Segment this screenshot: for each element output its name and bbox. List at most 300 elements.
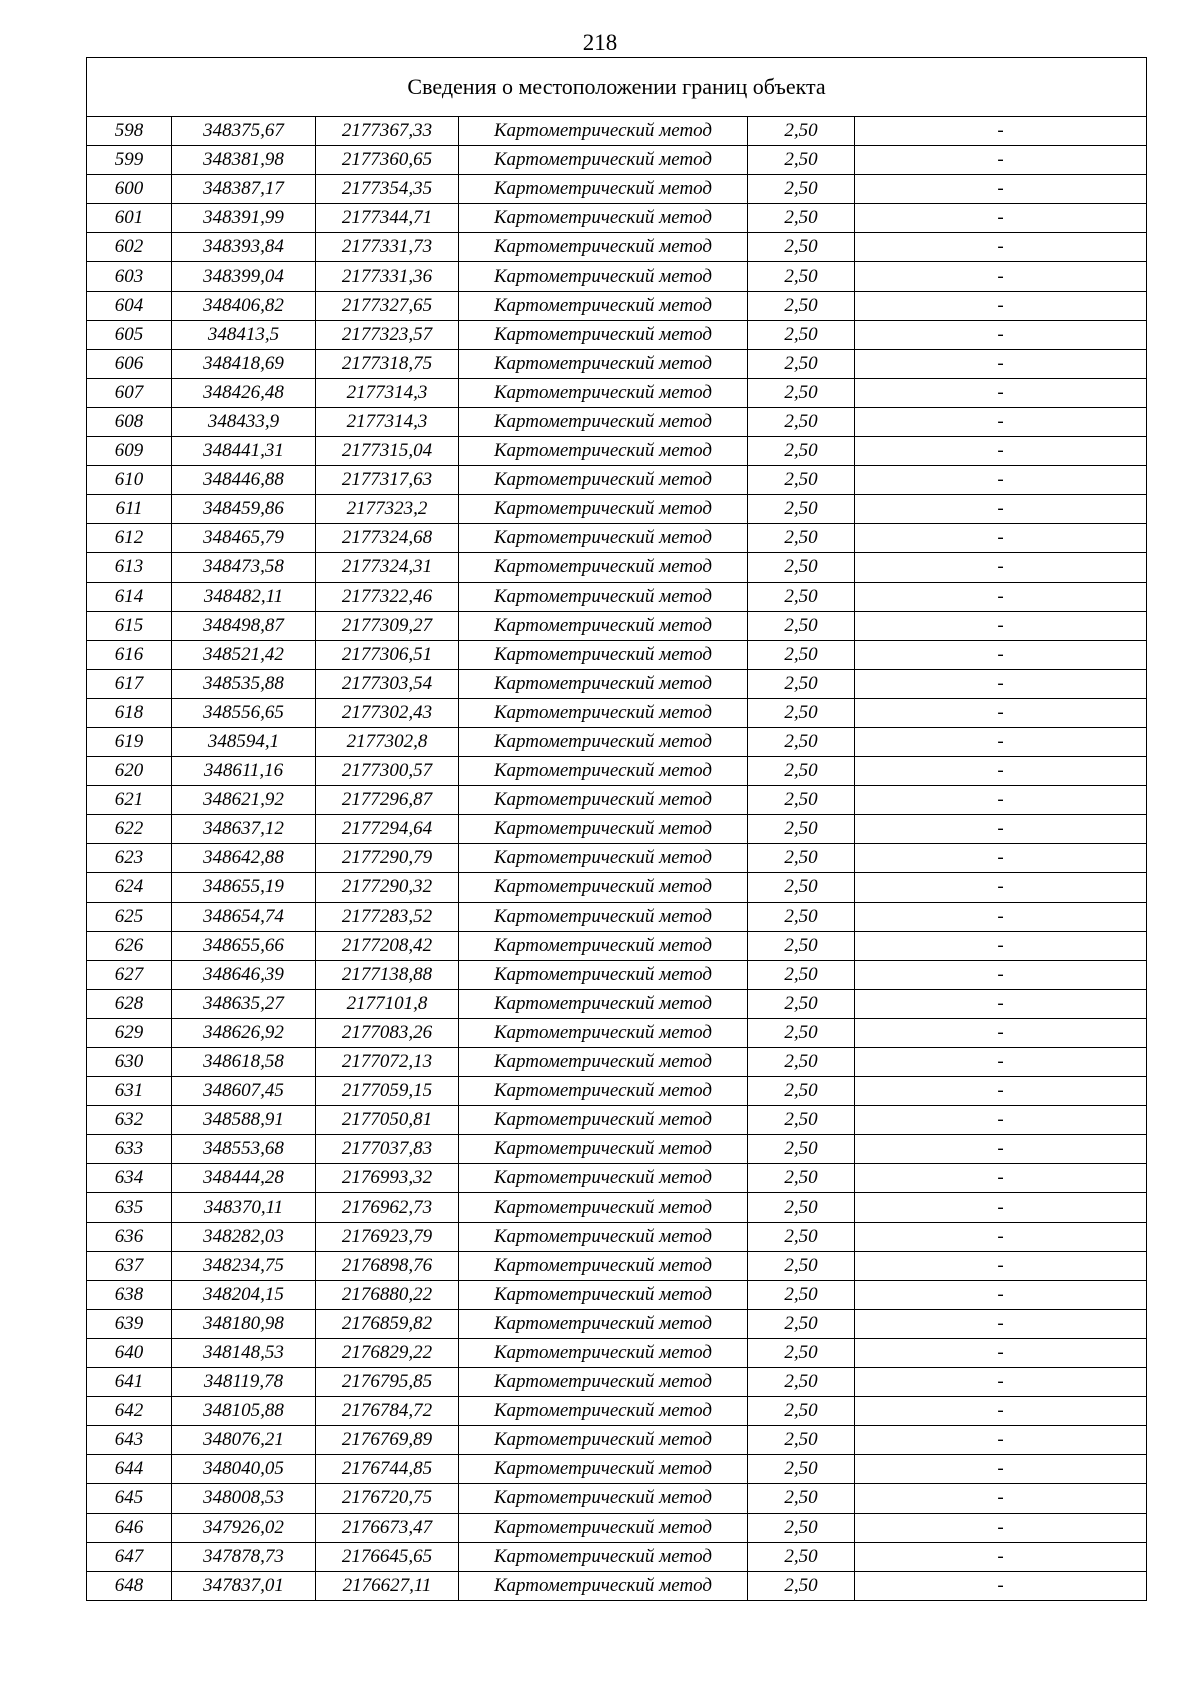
accuracy-cell: 2,50 [748, 960, 855, 989]
point-number-cell: 598 [87, 117, 172, 146]
x-coordinate-cell: 348594,1 [172, 727, 316, 756]
y-coordinate-cell: 2177050,81 [316, 1106, 459, 1135]
note-cell: - [855, 815, 1147, 844]
y-coordinate-cell: 2176898,76 [316, 1251, 459, 1280]
table-row [87, 815, 1147, 844]
table-row [87, 786, 1147, 815]
accuracy-cell: 2,50 [748, 1397, 855, 1426]
accuracy-cell: 2,50 [748, 1077, 855, 1106]
note-cell: - [855, 1484, 1147, 1513]
method-cell: Картометрический метод [459, 1251, 748, 1280]
table-row [87, 1077, 1147, 1106]
accuracy-cell: 2,50 [748, 640, 855, 669]
method-cell: Картометрический метод [459, 786, 748, 815]
x-coordinate-cell: 348654,74 [172, 902, 316, 931]
note-cell: - [855, 786, 1147, 815]
x-coordinate-cell: 348473,58 [172, 553, 316, 582]
method-cell: Картометрический метод [459, 349, 748, 378]
accuracy-cell: 2,50 [748, 1484, 855, 1513]
note-cell: - [855, 669, 1147, 698]
note-cell: - [855, 1164, 1147, 1193]
point-number-cell: 620 [87, 757, 172, 786]
point-number-cell: 600 [87, 175, 172, 204]
point-number-cell: 647 [87, 1542, 172, 1571]
point-number-cell: 629 [87, 1018, 172, 1047]
accuracy-cell: 2,50 [748, 1513, 855, 1542]
method-cell: Картометрический метод [459, 1426, 748, 1455]
table-row [87, 524, 1147, 553]
note-cell: - [855, 1571, 1147, 1600]
note-cell: - [855, 873, 1147, 902]
method-cell: Картометрический метод [459, 407, 748, 436]
x-coordinate-cell: 348413,5 [172, 320, 316, 349]
y-coordinate-cell: 2177314,3 [316, 407, 459, 436]
y-coordinate-cell: 2177037,83 [316, 1135, 459, 1164]
y-coordinate-cell: 2177331,73 [316, 233, 459, 262]
method-cell: Картометрический метод [459, 1455, 748, 1484]
x-coordinate-cell: 348406,82 [172, 291, 316, 320]
method-cell: Картометрический метод [459, 1338, 748, 1367]
table-row [87, 1135, 1147, 1164]
y-coordinate-cell: 2177290,32 [316, 873, 459, 902]
point-number-cell: 644 [87, 1455, 172, 1484]
y-coordinate-cell: 2177314,3 [316, 378, 459, 407]
note-cell: - [855, 757, 1147, 786]
table-row [87, 407, 1147, 436]
point-number-cell: 616 [87, 640, 172, 669]
table-title-row [87, 58, 1147, 117]
x-coordinate-cell: 348621,92 [172, 786, 316, 815]
method-cell: Картометрический метод [459, 466, 748, 495]
table-row [87, 1193, 1147, 1222]
y-coordinate-cell: 2177324,68 [316, 524, 459, 553]
accuracy-cell: 2,50 [748, 291, 855, 320]
note-cell: - [855, 407, 1147, 436]
point-number-cell: 612 [87, 524, 172, 553]
method-cell: Картометрический метод [459, 757, 748, 786]
accuracy-cell: 2,50 [748, 1251, 855, 1280]
point-number-cell: 607 [87, 378, 172, 407]
point-number-cell: 611 [87, 495, 172, 524]
method-cell: Картометрический метод [459, 553, 748, 582]
note-cell: - [855, 117, 1147, 146]
y-coordinate-cell: 2176673,47 [316, 1513, 459, 1542]
y-coordinate-cell: 2177208,42 [316, 931, 459, 960]
table-row [87, 1368, 1147, 1397]
note-cell: - [855, 989, 1147, 1018]
accuracy-cell: 2,50 [748, 1222, 855, 1251]
x-coordinate-cell: 348655,19 [172, 873, 316, 902]
accuracy-cell: 2,50 [748, 1048, 855, 1077]
y-coordinate-cell: 2176829,22 [316, 1338, 459, 1367]
point-number-cell: 643 [87, 1426, 172, 1455]
point-number-cell: 633 [87, 1135, 172, 1164]
y-coordinate-cell: 2176769,89 [316, 1426, 459, 1455]
x-coordinate-cell: 348588,91 [172, 1106, 316, 1135]
point-number-cell: 642 [87, 1397, 172, 1426]
boundary-coordinates-table [86, 57, 1147, 1601]
note-cell: - [855, 291, 1147, 320]
point-number-cell: 614 [87, 582, 172, 611]
note-cell: - [855, 495, 1147, 524]
method-cell: Картометрический метод [459, 931, 748, 960]
accuracy-cell: 2,50 [748, 1571, 855, 1600]
x-coordinate-cell: 348556,65 [172, 698, 316, 727]
accuracy-cell: 2,50 [748, 407, 855, 436]
point-number-cell: 640 [87, 1338, 172, 1367]
table-row [87, 146, 1147, 175]
table-row [87, 902, 1147, 931]
point-number-cell: 631 [87, 1077, 172, 1106]
note-cell: - [855, 1368, 1147, 1397]
x-coordinate-cell: 347926,02 [172, 1513, 316, 1542]
point-number-cell: 646 [87, 1513, 172, 1542]
note-cell: - [855, 640, 1147, 669]
accuracy-cell: 2,50 [748, 582, 855, 611]
accuracy-cell: 2,50 [748, 902, 855, 931]
method-cell: Картометрический метод [459, 611, 748, 640]
note-cell: - [855, 1426, 1147, 1455]
note-cell: - [855, 146, 1147, 175]
y-coordinate-cell: 2176880,22 [316, 1280, 459, 1309]
table-row [87, 1280, 1147, 1309]
y-coordinate-cell: 2177303,54 [316, 669, 459, 698]
method-cell: Картометрический метод [459, 1018, 748, 1047]
table-row [87, 844, 1147, 873]
y-coordinate-cell: 2177367,33 [316, 117, 459, 146]
method-cell: Картометрический метод [459, 698, 748, 727]
method-cell: Картометрический метод [459, 1571, 748, 1600]
accuracy-cell: 2,50 [748, 1164, 855, 1193]
accuracy-cell: 2,50 [748, 262, 855, 291]
method-cell: Картометрический метод [459, 727, 748, 756]
point-number-cell: 637 [87, 1251, 172, 1280]
table-row [87, 175, 1147, 204]
table-row [87, 931, 1147, 960]
method-cell: Картометрический метод [459, 175, 748, 204]
x-coordinate-cell: 348618,58 [172, 1048, 316, 1077]
x-coordinate-cell: 348553,68 [172, 1135, 316, 1164]
y-coordinate-cell: 2177302,8 [316, 727, 459, 756]
accuracy-cell: 2,50 [748, 553, 855, 582]
x-coordinate-cell: 348607,45 [172, 1077, 316, 1106]
x-coordinate-cell: 348180,98 [172, 1309, 316, 1338]
table-title: Сведения о местоположении границ объекта [87, 58, 1147, 117]
accuracy-cell: 2,50 [748, 117, 855, 146]
y-coordinate-cell: 2177294,64 [316, 815, 459, 844]
note-cell: - [855, 1309, 1147, 1338]
accuracy-cell: 2,50 [748, 495, 855, 524]
table-row [87, 1455, 1147, 1484]
y-coordinate-cell: 2177354,35 [316, 175, 459, 204]
y-coordinate-cell: 2176720,75 [316, 1484, 459, 1513]
point-number-cell: 613 [87, 553, 172, 582]
accuracy-cell: 2,50 [748, 349, 855, 378]
table-row [87, 1513, 1147, 1542]
x-coordinate-cell: 348381,98 [172, 146, 316, 175]
point-number-cell: 625 [87, 902, 172, 931]
accuracy-cell: 2,50 [748, 611, 855, 640]
table-row [87, 611, 1147, 640]
y-coordinate-cell: 2177324,31 [316, 553, 459, 582]
x-coordinate-cell: 348234,75 [172, 1251, 316, 1280]
table-row [87, 117, 1147, 146]
table-row [87, 1397, 1147, 1426]
note-cell: - [855, 466, 1147, 495]
method-cell: Картометрический метод [459, 960, 748, 989]
table-row [87, 640, 1147, 669]
point-number-cell: 602 [87, 233, 172, 262]
point-number-cell: 603 [87, 262, 172, 291]
y-coordinate-cell: 2177306,51 [316, 640, 459, 669]
point-number-cell: 619 [87, 727, 172, 756]
y-coordinate-cell: 2177322,46 [316, 582, 459, 611]
note-cell: - [855, 1513, 1147, 1542]
accuracy-cell: 2,50 [748, 1280, 855, 1309]
note-cell: - [855, 1106, 1147, 1135]
point-number-cell: 648 [87, 1571, 172, 1600]
accuracy-cell: 2,50 [748, 378, 855, 407]
x-coordinate-cell: 348637,12 [172, 815, 316, 844]
point-number-cell: 601 [87, 204, 172, 233]
y-coordinate-cell: 2177296,87 [316, 786, 459, 815]
accuracy-cell: 2,50 [748, 989, 855, 1018]
note-cell: - [855, 960, 1147, 989]
x-coordinate-cell: 348148,53 [172, 1338, 316, 1367]
accuracy-cell: 2,50 [748, 1309, 855, 1338]
accuracy-cell: 2,50 [748, 204, 855, 233]
note-cell: - [855, 698, 1147, 727]
accuracy-cell: 2,50 [748, 873, 855, 902]
y-coordinate-cell: 2176993,32 [316, 1164, 459, 1193]
point-number-cell: 641 [87, 1368, 172, 1397]
y-coordinate-cell: 2176859,82 [316, 1309, 459, 1338]
accuracy-cell: 2,50 [748, 1426, 855, 1455]
method-cell: Картометрический метод [459, 902, 748, 931]
y-coordinate-cell: 2177323,57 [316, 320, 459, 349]
point-number-cell: 606 [87, 349, 172, 378]
point-number-cell: 627 [87, 960, 172, 989]
point-number-cell: 638 [87, 1280, 172, 1309]
note-cell: - [855, 553, 1147, 582]
method-cell: Картометрический метод [459, 1280, 748, 1309]
method-cell: Картометрический метод [459, 1048, 748, 1077]
table-row [87, 698, 1147, 727]
method-cell: Картометрический метод [459, 1309, 748, 1338]
y-coordinate-cell: 2177318,75 [316, 349, 459, 378]
point-number-cell: 617 [87, 669, 172, 698]
point-number-cell: 634 [87, 1164, 172, 1193]
accuracy-cell: 2,50 [748, 233, 855, 262]
method-cell: Картометрический метод [459, 378, 748, 407]
point-number-cell: 609 [87, 437, 172, 466]
point-number-cell: 608 [87, 407, 172, 436]
x-coordinate-cell: 348441,31 [172, 437, 316, 466]
point-number-cell: 636 [87, 1222, 172, 1251]
method-cell: Картометрический метод [459, 204, 748, 233]
method-cell: Картометрический метод [459, 320, 748, 349]
x-coordinate-cell: 348642,88 [172, 844, 316, 873]
method-cell: Картометрический метод [459, 1106, 748, 1135]
table-body [87, 58, 1147, 1601]
accuracy-cell: 2,50 [748, 437, 855, 466]
x-coordinate-cell: 348446,88 [172, 466, 316, 495]
y-coordinate-cell: 2177283,52 [316, 902, 459, 931]
table-row [87, 320, 1147, 349]
point-number-cell: 605 [87, 320, 172, 349]
table-row [87, 960, 1147, 989]
point-number-cell: 621 [87, 786, 172, 815]
method-cell: Картометрический метод [459, 1077, 748, 1106]
method-cell: Картометрический метод [459, 669, 748, 698]
point-number-cell: 610 [87, 466, 172, 495]
method-cell: Картометрический метод [459, 146, 748, 175]
point-number-cell: 624 [87, 873, 172, 902]
accuracy-cell: 2,50 [748, 1542, 855, 1571]
method-cell: Картометрический метод [459, 291, 748, 320]
x-coordinate-cell: 347878,73 [172, 1542, 316, 1571]
note-cell: - [855, 844, 1147, 873]
point-number-cell: 622 [87, 815, 172, 844]
note-cell: - [855, 320, 1147, 349]
table-row [87, 727, 1147, 756]
x-coordinate-cell: 348040,05 [172, 1455, 316, 1484]
y-coordinate-cell: 2177327,65 [316, 291, 459, 320]
x-coordinate-cell: 348204,15 [172, 1280, 316, 1309]
table-row [87, 466, 1147, 495]
note-cell: - [855, 1338, 1147, 1367]
accuracy-cell: 2,50 [748, 320, 855, 349]
note-cell: - [855, 1135, 1147, 1164]
accuracy-cell: 2,50 [748, 1455, 855, 1484]
y-coordinate-cell: 2177072,13 [316, 1048, 459, 1077]
accuracy-cell: 2,50 [748, 524, 855, 553]
y-coordinate-cell: 2176744,85 [316, 1455, 459, 1484]
note-cell: - [855, 1222, 1147, 1251]
table-row [87, 291, 1147, 320]
note-cell: - [855, 349, 1147, 378]
accuracy-cell: 2,50 [748, 815, 855, 844]
method-cell: Картометрический метод [459, 1397, 748, 1426]
method-cell: Картометрический метод [459, 1542, 748, 1571]
x-coordinate-cell: 348459,86 [172, 495, 316, 524]
page-number: 218 [582, 30, 618, 55]
method-cell: Картометрический метод [459, 1164, 748, 1193]
x-coordinate-cell: 348076,21 [172, 1426, 316, 1455]
table-row [87, 873, 1147, 902]
method-cell: Картометрический метод [459, 815, 748, 844]
table-row [87, 349, 1147, 378]
method-cell: Картометрический метод [459, 844, 748, 873]
x-coordinate-cell: 348626,92 [172, 1018, 316, 1047]
y-coordinate-cell: 2177315,04 [316, 437, 459, 466]
table-row [87, 989, 1147, 1018]
accuracy-cell: 2,50 [748, 146, 855, 175]
accuracy-cell: 2,50 [748, 698, 855, 727]
note-cell: - [855, 233, 1147, 262]
x-coordinate-cell: 348105,88 [172, 1397, 316, 1426]
note-cell: - [855, 1048, 1147, 1077]
accuracy-cell: 2,50 [748, 669, 855, 698]
x-coordinate-cell: 348535,88 [172, 669, 316, 698]
method-cell: Картометрический метод [459, 640, 748, 669]
point-number-cell: 626 [87, 931, 172, 960]
table-row [87, 233, 1147, 262]
point-number-cell: 615 [87, 611, 172, 640]
x-coordinate-cell: 348370,11 [172, 1193, 316, 1222]
table-row [87, 1222, 1147, 1251]
y-coordinate-cell: 2177059,15 [316, 1077, 459, 1106]
method-cell: Картометрический метод [459, 495, 748, 524]
x-coordinate-cell: 348399,04 [172, 262, 316, 291]
table-row [87, 262, 1147, 291]
x-coordinate-cell: 348387,17 [172, 175, 316, 204]
y-coordinate-cell: 2176784,72 [316, 1397, 459, 1426]
table-row [87, 1164, 1147, 1193]
point-number-cell: 604 [87, 291, 172, 320]
accuracy-cell: 2,50 [748, 786, 855, 815]
note-cell: - [855, 1251, 1147, 1280]
method-cell: Картометрический метод [459, 1222, 748, 1251]
method-cell: Картометрический метод [459, 1513, 748, 1542]
y-coordinate-cell: 2177083,26 [316, 1018, 459, 1047]
point-number-cell: 635 [87, 1193, 172, 1222]
accuracy-cell: 2,50 [748, 1135, 855, 1164]
x-coordinate-cell: 348482,11 [172, 582, 316, 611]
note-cell: - [855, 1193, 1147, 1222]
table-row [87, 1571, 1147, 1600]
point-number-cell: 623 [87, 844, 172, 873]
table-row [87, 582, 1147, 611]
y-coordinate-cell: 2177344,71 [316, 204, 459, 233]
accuracy-cell: 2,50 [748, 1106, 855, 1135]
x-coordinate-cell: 348008,53 [172, 1484, 316, 1513]
note-cell: - [855, 1455, 1147, 1484]
x-coordinate-cell: 348611,16 [172, 757, 316, 786]
point-number-cell: 628 [87, 989, 172, 1018]
table-row [87, 1542, 1147, 1571]
table-row [87, 1426, 1147, 1455]
y-coordinate-cell: 2177290,79 [316, 844, 459, 873]
x-coordinate-cell: 348635,27 [172, 989, 316, 1018]
x-coordinate-cell: 348498,87 [172, 611, 316, 640]
accuracy-cell: 2,50 [748, 466, 855, 495]
method-cell: Картометрический метод [459, 1135, 748, 1164]
y-coordinate-cell: 2176795,85 [316, 1368, 459, 1397]
accuracy-cell: 2,50 [748, 1368, 855, 1397]
note-cell: - [855, 262, 1147, 291]
note-cell: - [855, 611, 1147, 640]
accuracy-cell: 2,50 [748, 931, 855, 960]
note-cell: - [855, 524, 1147, 553]
note-cell: - [855, 1018, 1147, 1047]
note-cell: - [855, 1542, 1147, 1571]
note-cell: - [855, 1280, 1147, 1309]
method-cell: Картометрический метод [459, 873, 748, 902]
x-coordinate-cell: 347837,01 [172, 1571, 316, 1600]
x-coordinate-cell: 348282,03 [172, 1222, 316, 1251]
table-row [87, 437, 1147, 466]
note-cell: - [855, 1397, 1147, 1426]
y-coordinate-cell: 2176923,79 [316, 1222, 459, 1251]
method-cell: Картометрический метод [459, 117, 748, 146]
point-number-cell: 630 [87, 1048, 172, 1077]
point-number-cell: 639 [87, 1309, 172, 1338]
x-coordinate-cell: 348646,39 [172, 960, 316, 989]
x-coordinate-cell: 348393,84 [172, 233, 316, 262]
method-cell: Картометрический метод [459, 437, 748, 466]
y-coordinate-cell: 2177300,57 [316, 757, 459, 786]
